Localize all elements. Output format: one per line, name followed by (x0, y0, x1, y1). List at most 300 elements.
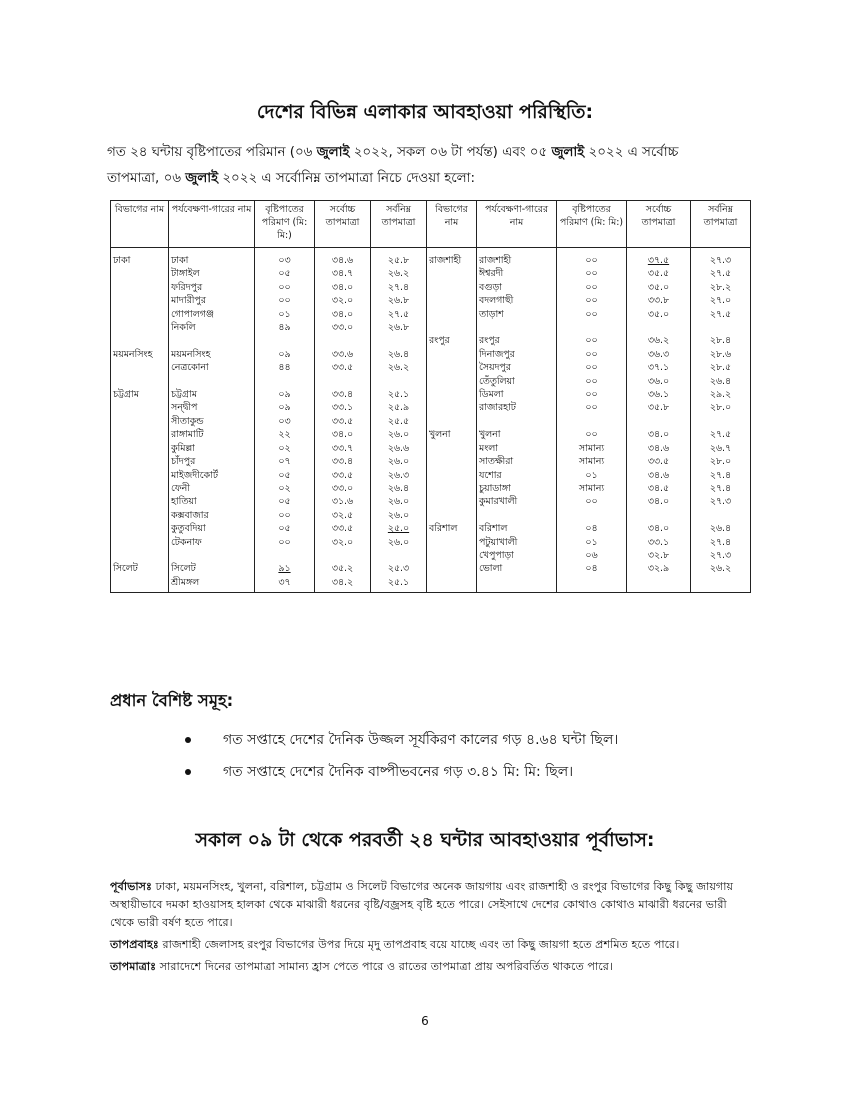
table-cell (111, 248, 169, 268)
table-cell (371, 495, 427, 508)
table-cell (557, 361, 627, 374)
table-cell (169, 469, 255, 482)
table-cell (371, 509, 427, 522)
table-cell (315, 562, 371, 575)
table-cell (255, 428, 315, 441)
cell-value: টেকনাফ (171, 536, 202, 548)
table-cell (627, 415, 691, 428)
table-cell (427, 509, 477, 522)
column-header: সর্বোচ্চ তাপমাত্রা (627, 201, 691, 248)
table-cell (169, 308, 255, 321)
table-cell (169, 361, 255, 374)
table-cell (477, 348, 557, 361)
cell-value: পটুয়াখালী (479, 536, 518, 548)
table-cell (627, 442, 691, 455)
table-cell (557, 549, 627, 562)
table-cell (691, 469, 751, 482)
table-cell (557, 388, 627, 401)
table-cell (477, 522, 557, 535)
table-cell (627, 522, 691, 535)
table-cell (691, 482, 751, 495)
table-cell (557, 428, 627, 441)
table-cell (255, 415, 315, 428)
table-cell (627, 375, 691, 388)
cell-value: রংপুর (479, 335, 500, 347)
cell-value: ০০ (585, 362, 598, 374)
cell-value: ০৪ (585, 523, 598, 535)
table-cell (557, 415, 627, 428)
cell-value: সিলেট (171, 563, 196, 575)
table-cell (477, 308, 557, 321)
cell-value: ২৫.৮ (387, 255, 410, 266)
table-cell (371, 536, 427, 549)
cell-value: ৩২.০ (331, 536, 354, 548)
cell-value: ২৭.৪ (709, 469, 732, 481)
cell-value: ঢাকা (171, 255, 189, 266)
table-cell (315, 334, 371, 347)
cell-value: বগুড়া (479, 281, 502, 293)
table-cell (627, 348, 691, 361)
table-row (111, 455, 751, 468)
forecast-heading: সকাল ০৯ টা থেকে পরবর্তী ২৪ ঘন্টার আবহাওয়ার পূর্বাভাস: (195, 829, 655, 851)
table-row (111, 248, 751, 268)
table-cell (427, 388, 477, 401)
cell-value: শ্রীমঙ্গল (171, 576, 200, 588)
table-cell (557, 469, 627, 482)
list-item (185, 758, 618, 790)
cell-value: চাঁদপুর (171, 456, 196, 468)
table-cell (627, 361, 691, 374)
cell-value: ০২ (278, 442, 291, 454)
cell-value: ০০ (585, 308, 598, 320)
table-cell (557, 294, 627, 307)
cell-value: ডিমলা (479, 389, 504, 401)
cell-value: ঢাকা (113, 255, 131, 266)
intro-text: ২০২২, সকল ০৬ টা পর্যন্ত) এবং ০৫ (349, 145, 552, 160)
cell-value: ৩৬.৩ (647, 348, 670, 360)
cell-value: ৩৪.০ (647, 496, 670, 508)
table-cell (111, 401, 169, 414)
table-cell (477, 267, 557, 280)
table-cell (255, 294, 315, 307)
cell-value: ০৪ (585, 563, 598, 575)
table-cell (557, 509, 627, 522)
table-cell (427, 536, 477, 549)
table-cell (169, 401, 255, 414)
table-cell (691, 281, 751, 294)
table-cell (477, 455, 557, 468)
table-row (111, 308, 751, 321)
cell-value: ০০ (585, 375, 598, 387)
cell-value: ৩৪.০ (331, 308, 354, 320)
table-row (111, 509, 751, 522)
table-cell (427, 294, 477, 307)
cell-value: ৩৭ (278, 576, 291, 588)
table-cell (691, 455, 751, 468)
table-cell (477, 442, 557, 455)
table-cell (111, 469, 169, 482)
table-cell (477, 549, 557, 562)
cell-value: ২৬.২ (387, 268, 410, 280)
column-header: বিভাগের নাম (427, 201, 477, 248)
table-row (111, 415, 751, 428)
table-cell (315, 482, 371, 495)
cell-value: রাজারহাট (479, 402, 516, 414)
cell-value: তাড়াশ (479, 308, 504, 320)
cell-value: চট্টগ্রাম (113, 389, 139, 401)
table-header-row (111, 201, 751, 248)
table-cell (169, 334, 255, 347)
cell-value: বদলগাছী (479, 295, 514, 307)
table-cell (315, 509, 371, 522)
table-cell (111, 576, 169, 593)
table-cell (169, 348, 255, 361)
cell-value: সাতক্ষীরা (479, 456, 514, 468)
table-cell (627, 549, 691, 562)
table-cell (111, 442, 169, 455)
table-cell (315, 495, 371, 508)
table-cell (169, 455, 255, 468)
table-cell (691, 321, 751, 334)
cell-value: রংপুর (429, 335, 450, 347)
table-cell (169, 576, 255, 593)
table-cell (255, 522, 315, 535)
table-cell (111, 308, 169, 321)
cell-value: ৩৫.০ (647, 281, 670, 293)
table-cell (557, 401, 627, 414)
table-cell (627, 248, 691, 268)
table-cell (315, 469, 371, 482)
table-cell (111, 321, 169, 334)
cell-value: ২৭.০ (709, 295, 732, 307)
cell-value: ২৯.২ (709, 389, 732, 401)
cell-value: ২৭.৫ (387, 308, 410, 320)
cell-value: ৩৩.১ (647, 536, 670, 548)
cell-value: ২৬.৪ (709, 523, 732, 535)
table-cell (111, 428, 169, 441)
cell-value: ০৯ (278, 348, 291, 360)
cell-value: ৩২.৫ (331, 509, 354, 521)
table-cell (427, 308, 477, 321)
table-cell (315, 522, 371, 535)
cell-value: ৩৩.৭ (331, 442, 354, 454)
table-cell (315, 248, 371, 268)
table-cell (691, 522, 751, 535)
table-cell (371, 576, 427, 593)
cell-value: ০০ (585, 402, 598, 414)
table-cell (315, 361, 371, 374)
table-cell (427, 415, 477, 428)
cell-value: সন্দ্বীপ (171, 402, 198, 414)
column-header: বৃষ্টিপাতের পরিমাণ (মি: মি:) (255, 201, 315, 248)
table-cell (427, 348, 477, 361)
table-cell (557, 248, 627, 268)
table-cell (427, 442, 477, 455)
table-cell (691, 495, 751, 508)
table-cell (557, 375, 627, 388)
table-row (111, 375, 751, 388)
cell-value: ০০ (585, 429, 598, 441)
table-cell (477, 495, 557, 508)
table-cell (691, 375, 751, 388)
table-row (111, 562, 751, 575)
cell-value: ০৫ (278, 523, 291, 535)
table-cell (255, 248, 315, 268)
cell-value: চুয়াডাঙ্গা (479, 482, 511, 494)
cell-value: চট্টগ্রাম (171, 389, 197, 401)
cell-value: ৩৩.৮ (647, 295, 670, 307)
table-cell (627, 469, 691, 482)
table-cell (111, 536, 169, 549)
table-cell (371, 267, 427, 280)
cell-value: ফরিদপুর (171, 281, 203, 293)
forecast-label: পূর্বাভাসঃ (110, 880, 153, 893)
cell-value: ৩৩.৫ (331, 523, 354, 535)
table-cell (427, 495, 477, 508)
cell-value: ৩৪.০ (647, 523, 670, 535)
cell-value: মংলা (479, 442, 498, 454)
cell-value: রাজশাহী (429, 255, 462, 266)
table-cell (627, 308, 691, 321)
table-cell (315, 401, 371, 414)
table-cell (315, 321, 371, 334)
table-cell (169, 248, 255, 268)
cell-value: ২৬.০ (387, 429, 410, 441)
table-cell (627, 428, 691, 441)
cell-value: দিনাজপুর (479, 348, 515, 360)
cell-value: ২৬.৪ (709, 375, 732, 387)
cell-value: সিলেট (113, 563, 138, 575)
table-cell (691, 388, 751, 401)
table-cell (111, 495, 169, 508)
table-cell (477, 361, 557, 374)
cell-value: ২৭.৩ (709, 255, 732, 266)
temperature-paragraph (110, 958, 750, 976)
cell-value: ২৭.৫ (709, 268, 732, 280)
cell-value: ৩৬.১ (647, 389, 670, 401)
table-cell (111, 348, 169, 361)
cell-value: ৩৬.০ (647, 375, 670, 387)
table-cell (111, 294, 169, 307)
table-cell (315, 576, 371, 593)
table-cell (557, 334, 627, 347)
table-cell (111, 361, 169, 374)
table-cell (169, 294, 255, 307)
table-cell (169, 536, 255, 549)
table-row (111, 495, 751, 508)
table-cell (255, 375, 315, 388)
table-row (111, 401, 751, 414)
table-cell (477, 415, 557, 428)
table-cell (477, 388, 557, 401)
table-cell (255, 495, 315, 508)
cell-value: ২৮.৪ (709, 335, 732, 347)
column-header: সর্বনিম্ন তাপমাত্রা (371, 201, 427, 248)
intro-text: গত ২৪ ঘন্টায় বৃষ্টিপাতের পরিমান (০৬ (107, 145, 317, 160)
cell-value: ৩৩.৫ (647, 456, 670, 468)
intro-month: জুলাই (316, 145, 350, 160)
table-cell (427, 469, 477, 482)
cell-value: ৪৯ (278, 322, 291, 334)
table-cell (371, 549, 427, 562)
table-cell (255, 308, 315, 321)
table-cell (691, 401, 751, 414)
cell-value: ০৭ (278, 456, 291, 468)
table-cell (371, 482, 427, 495)
table-cell (169, 482, 255, 495)
table-cell (627, 482, 691, 495)
table-cell (427, 321, 477, 334)
cell-value: ২৬.০ (387, 496, 410, 508)
cell-value: ০৩ (278, 415, 291, 427)
cell-value: ৩৪.৭ (331, 268, 354, 280)
cell-value: ০২ (278, 482, 291, 494)
intro-paragraph (107, 140, 757, 192)
cell-value: সামান্য (578, 442, 605, 454)
cell-value: ০০ (585, 281, 598, 293)
table-cell (557, 308, 627, 321)
table-row (111, 361, 751, 374)
cell-value: ৩৪.৬ (647, 442, 670, 454)
table-cell (691, 334, 751, 347)
table-cell (691, 576, 751, 593)
cell-value: ২৮.৬ (709, 348, 732, 360)
list-item-text: গত সপ্তাহে দেশের দৈনিক বাষ্পীভবনের গড় ৩.৪১ মি: মি: ছিল। (223, 764, 574, 780)
cell-value: ২৫.১ (387, 576, 410, 588)
table-cell (627, 562, 691, 575)
table-cell (477, 469, 557, 482)
cell-value: ০০ (278, 281, 291, 293)
table-cell (427, 482, 477, 495)
table-cell (371, 442, 427, 455)
cell-value: ফেনী (171, 482, 190, 494)
intro-text: ২০২২ এ সর্বোনিম্ন তাপমাত্রা নিচে দেওয়া হলো: (218, 171, 476, 186)
intro-month: জুলাই (551, 145, 585, 160)
table-cell (255, 509, 315, 522)
table-cell (427, 267, 477, 280)
cell-value: ৩৫.০ (647, 308, 670, 320)
cell-value: ২৮.৫ (709, 362, 732, 374)
table-cell (169, 281, 255, 294)
table-cell (427, 522, 477, 535)
table-row (111, 576, 751, 593)
cell-value: সীতাকুন্ড (171, 415, 204, 427)
cell-value: ভোলা (479, 563, 503, 575)
table-cell (477, 321, 557, 334)
cell-value: ২৬.২ (387, 362, 410, 374)
column-header: সর্বোচ্চ তাপমাত্রা (315, 201, 371, 248)
bullet-icon (185, 737, 191, 743)
table-cell (427, 334, 477, 347)
cell-value: ২৮.২ (709, 281, 732, 293)
page-title: দেশের বিভিন্ন এলাকার আবহাওয়া পরিস্থিতি: (256, 101, 594, 123)
table-cell (111, 482, 169, 495)
cell-value: ৩৫.৫ (647, 268, 670, 280)
bullet-icon (185, 769, 191, 775)
table-cell (111, 388, 169, 401)
heatwave-label: তাপপ্রবাহঃ (110, 938, 159, 951)
table-cell (111, 281, 169, 294)
cell-value: যশোর (479, 469, 502, 481)
cell-value: ২৫.১ (387, 389, 410, 401)
table-cell (371, 361, 427, 374)
table-cell (371, 388, 427, 401)
table-cell (627, 401, 691, 414)
table-cell (255, 576, 315, 593)
cell-value: ২৬.৮ (387, 295, 410, 307)
table-cell (255, 549, 315, 562)
cell-value: ৩৪.৬ (647, 469, 670, 481)
table-cell (255, 321, 315, 334)
table-cell (691, 442, 751, 455)
list-item-text: গত সপ্তাহে দেশের দৈনিক উজ্জল সূর্যকিরণ কালের গড় ৪.৬৪ ঘন্টা ছিল। (223, 732, 619, 748)
table-cell (315, 455, 371, 468)
cell-value: ৩৪.৬ (331, 255, 354, 266)
cell-value: ০৩ (278, 255, 291, 266)
table-cell (111, 549, 169, 562)
cell-value: সৈয়দপুর (479, 362, 511, 374)
cell-value: ০০ (585, 389, 598, 401)
table-cell (627, 321, 691, 334)
cell-value: মাইজদীকোর্ট (171, 469, 218, 481)
cell-value: ২৬.৪ (387, 482, 410, 494)
cell-value: ৪৪ (278, 362, 291, 374)
table-cell (691, 562, 751, 575)
table-row (111, 469, 751, 482)
cell-value: ঈশ্বরদী (479, 268, 504, 280)
table-cell (427, 562, 477, 575)
cell-value: ০০ (585, 295, 598, 307)
cell-value: ০৯ (278, 389, 291, 401)
weather-table (110, 200, 751, 593)
table-row (111, 348, 751, 361)
table-cell (255, 401, 315, 414)
table-cell (427, 549, 477, 562)
cell-value: ২৫.৩ (387, 563, 410, 575)
table-row (111, 536, 751, 549)
table-row (111, 428, 751, 441)
table-cell (627, 281, 691, 294)
cell-value: ৩৩.৬ (331, 348, 354, 360)
table-cell (427, 248, 477, 268)
cell-value: ২৭.৪ (387, 281, 410, 293)
cell-value: ০০ (278, 509, 291, 521)
table-cell (557, 267, 627, 280)
features-list (185, 726, 618, 790)
table-cell (477, 536, 557, 549)
table-cell (627, 576, 691, 593)
table-cell (315, 415, 371, 428)
cell-value: ২৫.৯ (387, 402, 410, 414)
table-cell (371, 294, 427, 307)
table-cell (371, 415, 427, 428)
table-cell (371, 428, 427, 441)
cell-value: ময়মনসিংহ (113, 348, 153, 360)
table-cell (691, 248, 751, 268)
table-cell (627, 294, 691, 307)
cell-value: ৩৩.৫ (331, 415, 354, 427)
cell-value: ৩৩.৫ (331, 362, 354, 374)
table-row (111, 334, 751, 347)
table-cell (627, 334, 691, 347)
table-cell (427, 281, 477, 294)
table-cell (255, 562, 315, 575)
cell-value: নেত্রকোনা (171, 362, 209, 374)
table-cell (371, 281, 427, 294)
table-cell (255, 361, 315, 374)
table-row (111, 522, 751, 535)
cell-value: ০১ (278, 308, 291, 320)
